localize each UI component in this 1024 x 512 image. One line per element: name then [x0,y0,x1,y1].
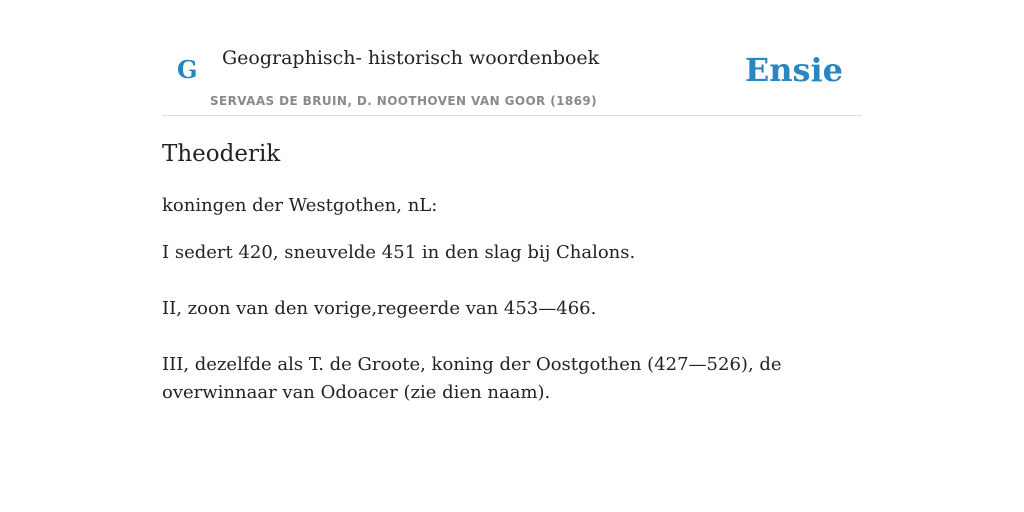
dictionary-header [162,0,862,116]
dictionary-logo-icon[interactable]: G [177,55,198,84]
entry-content [162,138,862,407]
entry-paragraph: III, dezelfde als T. de Groote, koning der Oostgothen (427—526), de overwinnaar van Odoacer (zie dien naam). [162,354,782,403]
entry-paragraph: II, zoon van den vorige,regeerde van 453—466. [162,298,597,319]
entry-paragraph: koningen der Westgothen, nL: [162,195,438,216]
entry-paragraph: I sedert 420, sneuvelde 451 in den slag bij Chalons. [162,242,636,263]
dictionary-authors: SERVAAS DE BRUIN, D. NOOTHOVEN VAN GOOR (1869) [210,94,598,108]
dictionary-title[interactable]: Geographisch- historisch woordenboek [222,47,600,69]
entry-title: Theoderik [162,141,281,167]
ensie-logo[interactable]: Ensie [744,51,843,89]
